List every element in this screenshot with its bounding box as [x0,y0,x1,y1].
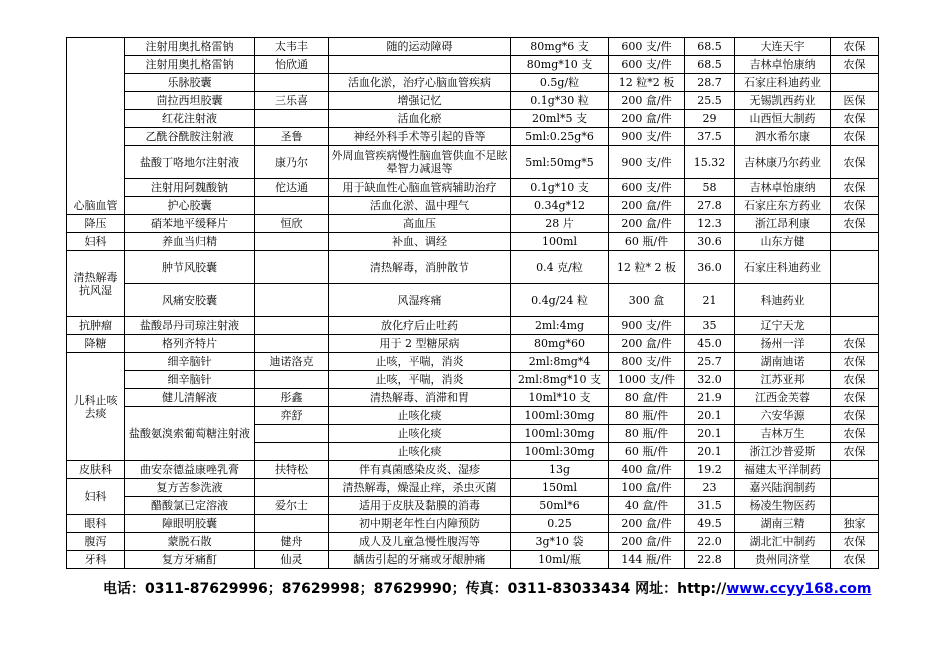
category-cell: 降压 [67,215,125,233]
ins-cell: 农保 [831,371,879,389]
drug-name-cell: 乐脉胶囊 [125,74,255,92]
price-cell: 28.7 [685,74,735,92]
spec-cell: 100ml:30mg [511,407,609,425]
table-row [67,179,879,197]
price-cell: 58 [685,179,735,197]
spec-cell: 100ml [511,233,609,251]
pack-cell: 12 粒*2 板 [609,74,685,92]
ins-cell: 农保 [831,389,879,407]
spec-cell: 0.25 [511,515,609,533]
spec-cell: 0.1g*10 支 [511,179,609,197]
use-cell: 止咳，平喘，消炎 [329,353,511,371]
maker-cell: 泗水希尔康 [735,128,831,146]
brand-cell: 彤鑫 [255,389,329,407]
pack-cell: 200 盒/件 [609,215,685,233]
use-cell: 止咳化痰 [329,425,511,443]
drug-name-cell: 风痛安胶囊 [125,284,255,317]
drug-name-cell: 醋酸氯已定溶液 [125,497,255,515]
price-cell: 20.1 [685,407,735,425]
brand-cell [255,251,329,284]
spec-cell: 13g [511,461,609,479]
maker-cell: 石家庄东方药业 [735,197,831,215]
pack-cell: 100 盒/件 [609,479,685,497]
ins-cell [831,461,879,479]
spec-cell: 50ml*6 [511,497,609,515]
maker-cell: 山西恒大制药 [735,110,831,128]
ins-cell: 独家 [831,515,879,533]
use-cell: 活血化淤，治疗心脑血管疾病 [329,74,511,92]
ins-cell: 农保 [831,56,879,74]
maker-cell: 杨凌生物医药 [735,497,831,515]
table-row [67,515,879,533]
pack-cell: 200 盒/件 [609,335,685,353]
pack-cell: 600 支/件 [609,56,685,74]
use-cell: 清热解毒、消滞和胃 [329,389,511,407]
use-cell: 止咳化痰 [329,443,511,461]
price-cell: 12.3 [685,215,735,233]
price-cell: 29 [685,110,735,128]
drug-name-cell: 细辛脑针 [125,371,255,389]
maker-cell: 吉林卓怡康纳 [735,56,831,74]
drug-name-cell: 复方牙痛酊 [125,551,255,569]
pack-cell: 800 支/件 [609,353,685,371]
drug-price-table [66,37,879,569]
use-cell: 适用于皮肤及黏膜的消毒 [329,497,511,515]
spec-cell: 80mg*10 支 [511,56,609,74]
brand-cell: 三乐喜 [255,92,329,110]
drug-name-cell: 盐酸昂丹司琼注射液 [125,317,255,335]
spec-cell: 0.4 克/粒 [511,251,609,284]
drug-name-cell: 复方苦参洗液 [125,479,255,497]
brand-cell: 迪诺洛克 [255,353,329,371]
ins-cell: 农保 [831,443,879,461]
price-cell: 27.8 [685,197,735,215]
spec-cell: 0.34g*12 [511,197,609,215]
drug-name-cell: 蒙脱石散 [125,533,255,551]
price-cell: 23 [685,479,735,497]
maker-cell: 辽宁天龙 [735,317,831,335]
pack-cell: 200 盒/件 [609,197,685,215]
table-row [67,38,879,56]
pack-cell: 60 瓶/件 [609,233,685,251]
drug-name-cell: 红花注射液 [125,110,255,128]
pack-cell: 80 瓶/件 [609,425,685,443]
price-cell: 20.1 [685,425,735,443]
maker-cell: 六安华源 [735,407,831,425]
price-cell: 22.8 [685,551,735,569]
ins-cell: 农保 [831,533,879,551]
maker-cell: 扬州一洋 [735,335,831,353]
table-row [67,146,879,179]
ins-cell [831,251,879,284]
table-row [67,92,879,110]
spec-cell: 2ml:4mg [511,317,609,335]
drug-name-cell: 注射用阿魏酸钠 [125,179,255,197]
brand-cell: 弈舒 [255,407,329,425]
category-cell: 抗肿瘤 [67,317,125,335]
price-cell: 21 [685,284,735,317]
brand-cell [255,110,329,128]
table-row [67,128,879,146]
table-row [67,497,879,515]
maker-cell: 湖南迪诺 [735,353,831,371]
maker-cell: 无锡凯西药业 [735,92,831,110]
maker-cell: 石家庄科迪药业 [735,251,831,284]
pack-cell: 60 瓶/件 [609,443,685,461]
brand-cell: 太韦丰 [255,38,329,56]
ins-cell: 农保 [831,128,879,146]
price-cell: 21.9 [685,389,735,407]
spec-cell: 10ml/瓶 [511,551,609,569]
table-row [67,335,879,353]
ins-cell: 农保 [831,197,879,215]
ins-cell: 农保 [831,407,879,425]
maker-cell: 湖北汇中制药 [735,533,831,551]
maker-cell: 石家庄科迪药业 [735,74,831,92]
price-cell: 25.7 [685,353,735,371]
pack-cell: 12 粒* 2 板 [609,251,685,284]
brand-cell: 扶特松 [255,461,329,479]
ins-cell: 农保 [831,146,879,179]
drug-name-cell: 细辛脑针 [125,353,255,371]
use-cell: 用于 2 型糖尿病 [329,335,511,353]
table-row [67,551,879,569]
pack-cell: 600 支/件 [609,179,685,197]
pack-cell: 144 瓶/件 [609,551,685,569]
use-cell: 随的运动障碍 [329,38,511,56]
drug-name-cell: 盐酸丁咯地尔注射液 [125,146,255,179]
use-cell: 放化疗后止吐药 [329,317,511,335]
price-cell: 25.5 [685,92,735,110]
pack-cell: 200 盒/件 [609,515,685,533]
table-row [67,74,879,92]
category-cell: 清热解毒抗风湿 [67,251,125,317]
use-cell: 高血压 [329,215,511,233]
brand-cell [255,74,329,92]
category-cell: 降糖 [67,335,125,353]
use-cell: 龋齿引起的牙痛或牙龈肿痛 [329,551,511,569]
use-cell: 清热解毒，燥湿止痒，杀虫灭菌 [329,479,511,497]
table-row [67,407,879,425]
price-cell: 68.5 [685,56,735,74]
brand-cell [255,479,329,497]
drug-name-cell: 障眼明胶囊 [125,515,255,533]
contact-footer [103,578,871,598]
use-cell: 清热解毒，消肿散节 [329,251,511,284]
ins-cell [831,497,879,515]
brand-cell: 圣鲁 [255,128,329,146]
ins-cell: 农保 [831,215,879,233]
pack-cell: 200 盒/件 [609,92,685,110]
use-cell: 成人及儿童急慢性腹泻等 [329,533,511,551]
ins-cell: 农保 [831,335,879,353]
spec-cell: 80mg*60 [511,335,609,353]
price-cell: 49.5 [685,515,735,533]
pack-cell: 900 支/件 [609,146,685,179]
pack-cell: 40 盒/件 [609,497,685,515]
price-cell: 31.5 [685,497,735,515]
ins-cell [831,233,879,251]
spec-cell: 100ml:30mg [511,443,609,461]
ins-cell [831,284,879,317]
spec-cell: 80mg*6 支 [511,38,609,56]
spec-cell: 10ml*10 支 [511,389,609,407]
spec-cell: 100ml:30mg [511,425,609,443]
maker-cell: 吉林康乃尔药业 [735,146,831,179]
pack-cell: 300 盒 [609,284,685,317]
category-cell: 妇科 [67,233,125,251]
pack-cell: 900 支/件 [609,317,685,335]
price-cell: 68.5 [685,38,735,56]
table-row [67,215,879,233]
ins-cell: 农保 [831,425,879,443]
price-cell: 20.1 [685,443,735,461]
table-row [67,371,879,389]
drug-name-cell: 养血当归精 [125,233,255,251]
table-row [67,353,879,371]
ins-cell [831,74,879,92]
price-cell: 22.0 [685,533,735,551]
price-cell: 45.0 [685,335,735,353]
pack-cell: 200 盒/件 [609,110,685,128]
maker-cell: 江苏亚邦 [735,371,831,389]
maker-cell: 贵州同济堂 [735,551,831,569]
pack-cell: 600 支/件 [609,38,685,56]
brand-cell [255,443,329,461]
ins-cell: 农保 [831,38,879,56]
spec-cell: 20ml*5 支 [511,110,609,128]
use-cell: 外周血管疾病慢性脑血管供血不足眩晕智力减退等 [329,146,511,179]
brand-cell: 健舟 [255,533,329,551]
brand-cell: 怡欣通 [255,56,329,74]
pack-cell: 400 盒/件 [609,461,685,479]
pack-cell: 900 支/件 [609,128,685,146]
category-cell: 眼科 [67,515,125,533]
table-row [67,110,879,128]
brand-cell [255,317,329,335]
category-cell: 腹泻 [67,533,125,551]
use-cell: 风湿疼痛 [329,284,511,317]
maker-cell: 吉林卓怡康纳 [735,179,831,197]
price-cell: 19.2 [685,461,735,479]
use-cell: 活血化瘀 [329,110,511,128]
price-cell: 37.5 [685,128,735,146]
maker-cell: 大连天宇 [735,38,831,56]
brand-cell [255,335,329,353]
table-row [67,56,879,74]
table-row [67,284,879,317]
spec-cell: 3g*10 袋 [511,533,609,551]
ins-cell: 农保 [831,110,879,128]
brand-cell: 仙灵 [255,551,329,569]
table-row [67,389,879,407]
spec-cell: 150ml [511,479,609,497]
maker-cell: 浙江沙普爱斯 [735,443,831,461]
brand-cell [255,515,329,533]
ins-cell: 农保 [831,551,879,569]
maker-cell: 湖南三精 [735,515,831,533]
price-cell: 32.0 [685,371,735,389]
drug-name-cell: 盐酸氨溴索葡萄糖注射液 [125,407,255,461]
brand-cell: 佗达通 [255,179,329,197]
use-cell: 伴有真菌感染皮炎、湿疹 [329,461,511,479]
ins-cell [831,317,879,335]
drug-name-cell: 健儿清解液 [125,389,255,407]
website-link[interactable]: www.ccyy168.com [726,581,872,597]
table-row [67,461,879,479]
maker-cell: 科迪药业 [735,284,831,317]
drug-name-cell: 硝苯地平缓释片 [125,215,255,233]
use-cell: 止咳，平喘，消炎 [329,371,511,389]
ins-cell: 农保 [831,179,879,197]
use-cell: 增强记忆 [329,92,511,110]
drug-name-cell: 注射用奥扎格雷钠 [125,56,255,74]
price-cell: 15.32 [685,146,735,179]
brand-cell [255,233,329,251]
ins-cell: 医保 [831,92,879,110]
pack-cell: 80 瓶/件 [609,407,685,425]
price-cell: 35 [685,317,735,335]
brand-cell: 恒欣 [255,215,329,233]
use-cell: 活血化淤、温中理气 [329,197,511,215]
brand-cell [255,284,329,317]
table-row [67,251,879,284]
brand-cell [255,197,329,215]
category-cell: 皮肤科 [67,461,125,479]
spec-cell: 0.1g*30 粒 [511,92,609,110]
brand-cell [255,425,329,443]
table-row [67,197,879,215]
spec-cell: 5ml:50mg*5 [511,146,609,179]
use-cell: 补血、调经 [329,233,511,251]
category-cell: 牙科 [67,551,125,569]
table-row [67,317,879,335]
maker-cell: 江西金芙蓉 [735,389,831,407]
use-cell: 初中期老年性白内障预防 [329,515,511,533]
spec-cell: 0.5g/粒 [511,74,609,92]
drug-name-cell: 格列齐特片 [125,335,255,353]
use-cell: 神经外科手术等引起的昏等 [329,128,511,146]
ins-cell: 农保 [831,353,879,371]
drug-name-cell: 乙酰谷酰胺注射液 [125,128,255,146]
drug-name-cell: 护心胶囊 [125,197,255,215]
ins-cell [831,479,879,497]
use-cell: 止咳化痰 [329,407,511,425]
maker-cell: 嘉兴陆润制药 [735,479,831,497]
spec-cell: 5ml:0.25g*6 [511,128,609,146]
use-cell [329,56,511,74]
drug-name-cell: 茴拉西坦胶囊 [125,92,255,110]
brand-cell [255,371,329,389]
spec-cell: 0.4g/24 粒 [511,284,609,317]
drug-name-cell: 曲安奈德益康唑乳膏 [125,461,255,479]
pack-cell: 1000 支/件 [609,371,685,389]
category-cell: 儿科止咳去痰 [67,353,125,461]
spec-cell: 2ml:8mg*4 [511,353,609,371]
maker-cell: 浙江昂利康 [735,215,831,233]
spec-cell: 28 片 [511,215,609,233]
contact-text: 电话：0311-87629996；87629998；87629990；传真：0311-83033434 网址：http:// [103,581,727,597]
spec-cell: 2ml:8mg*10 支 [511,371,609,389]
maker-cell: 吉林万生 [735,425,831,443]
category-cell: 心脑血管 [67,38,125,215]
table-row [67,533,879,551]
use-cell: 用于缺血性心脑血管病辅助治疗 [329,179,511,197]
brand-cell: 爱尔士 [255,497,329,515]
category-cell: 妇科 [67,479,125,515]
table-row [67,479,879,497]
price-cell: 36.0 [685,251,735,284]
drug-name-cell: 注射用奥扎格雷钠 [125,38,255,56]
pack-cell: 200 盒/件 [609,533,685,551]
table-body [67,38,879,569]
drug-name-cell: 肿节风胶囊 [125,251,255,284]
table-row [67,233,879,251]
price-cell: 30.6 [685,233,735,251]
brand-cell: 康乃尔 [255,146,329,179]
maker-cell: 福建太平洋制药 [735,461,831,479]
maker-cell: 山东方健 [735,233,831,251]
pack-cell: 80 盒/件 [609,389,685,407]
